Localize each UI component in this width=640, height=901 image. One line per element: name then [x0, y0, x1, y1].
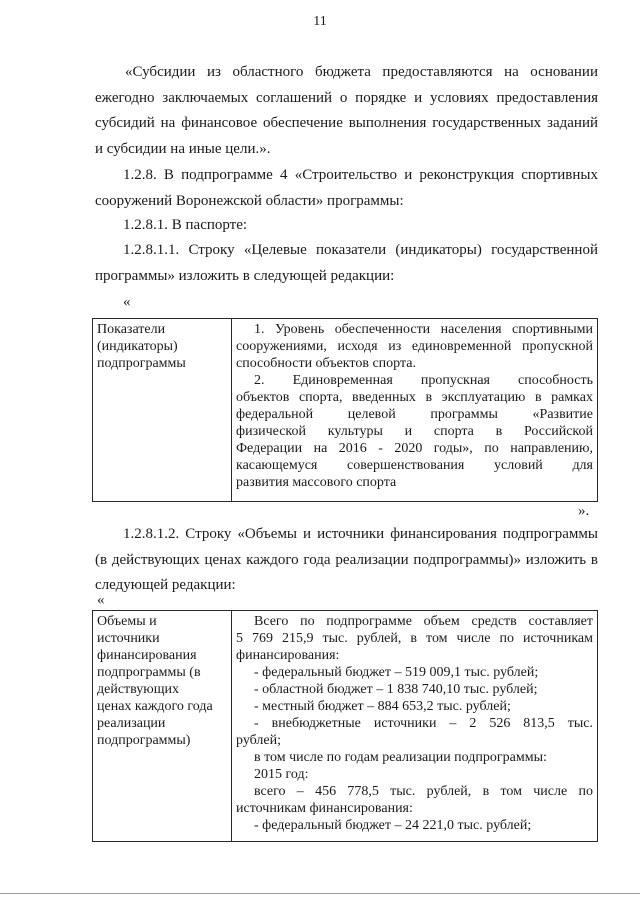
financing-table	[92, 610, 598, 842]
text-line: финансирования:	[236, 648, 340, 663]
subsidy-paragraph	[95, 60, 598, 162]
section-1-2-8-1-1	[95, 238, 598, 289]
text-line: ценах каждого года	[97, 699, 213, 714]
text-line: касающемуся совершенствования условий для	[236, 458, 593, 473]
text-line: сооружениями, исходя из единовременной пропускной	[236, 339, 593, 354]
text-line: и субсидии на иные цели.».	[95, 140, 271, 157]
text-line: всего – 456 778,5 тыс. рублей, в том числе по	[254, 784, 593, 799]
table-value-cell	[232, 319, 598, 502]
section-1-2-8-1	[123, 213, 247, 239]
page-number: 11	[313, 14, 327, 29]
text-line: федеральной целевой программы «Развитие	[236, 407, 593, 422]
text-line: 1. Уровень обеспеченности населения спортивными	[254, 322, 593, 337]
text-line: способности объектов спорта.	[236, 356, 416, 371]
text-line: подпрограммы)	[97, 733, 191, 748]
text-line: программы» изложить в следующей редакции:	[95, 267, 395, 284]
text-line: (индикаторы)	[97, 339, 178, 354]
text-line: субсидий на финансовое обеспечение выполнения государственных заданий	[95, 115, 598, 131]
text-line: - федеральный бюджет – 24 221,0 тыс. рублей;	[254, 818, 532, 833]
text-line: (в действующих ценах каждого года реализации подпрограммы)» изложить в	[95, 551, 598, 568]
table-value-cell	[232, 611, 598, 842]
text-line: 2. Единовременная пропускная способность	[254, 373, 593, 388]
text-line: действующих	[97, 682, 180, 697]
text-line: следующей редакции:	[95, 577, 236, 593]
text-line: 1.2.8.1. В паспорте:	[123, 217, 248, 233]
open-quote-2: «	[97, 592, 105, 608]
text-line: 2015 год:	[254, 767, 309, 782]
section-1-2-8	[95, 163, 598, 214]
text-line: источникам финансирования:	[236, 801, 413, 816]
text-line: Показатели	[97, 322, 166, 337]
text-line: - местный бюджет – 884 653,2 тыс. рублей;	[254, 699, 511, 714]
text-line: финансирования	[97, 648, 197, 663]
text-line: - федеральный бюджет – 519 009,1 тыс. рублей;	[254, 665, 539, 680]
text-line: - областной бюджет – 1 838 740,10 тыс. рублей;	[254, 682, 538, 697]
text-line: Объемы и	[97, 614, 157, 629]
text-line: сооружений Воронежской области» программы:	[95, 192, 404, 209]
text-line: реализации	[97, 716, 166, 731]
text-line: 1.2.8. В подпрограмме 4 «Строительство и реконструкция спортивных	[123, 167, 598, 183]
text-line: рублей;	[236, 733, 281, 748]
text-line: подпрограммы	[97, 356, 186, 371]
text-line: ежегодно заключаемых соглашений о порядке и условиях предоставления	[95, 89, 598, 106]
text-line: 1.2.8.1.2. Строку «Объемы и источники финансирования подпрограммы	[123, 526, 598, 542]
close-quote-1: ».	[578, 503, 590, 519]
text-line: в том числе по годам реализации подпрограммы:	[254, 750, 547, 765]
table-label-cell	[93, 611, 232, 842]
text-line: «Субсидии из областного бюджета предоставляются на основании	[125, 64, 598, 80]
open-quote-1: «	[123, 294, 131, 310]
text-line: подпрограммы (в	[97, 665, 201, 680]
text-line: объектов спорта, введенных в эксплуатацию в рамках	[236, 390, 593, 405]
table-row	[93, 319, 598, 502]
text-line: 5 769 215,9 тыс. рублей, в том числе по источникам	[236, 631, 593, 646]
indicators-table	[92, 318, 598, 502]
text-line: Всего по подпрограмме объем средств составляет	[254, 614, 593, 629]
table-row	[93, 611, 598, 842]
text-line: развития массового спорта	[236, 475, 397, 490]
scan-edge-line	[0, 893, 640, 894]
text-line: физической культуры и спорта в Российской	[236, 424, 593, 439]
section-1-2-8-1-2	[95, 522, 598, 599]
table-label-cell	[93, 319, 232, 502]
text-line: Федерации на 2016 - 2020 годы», по направлению,	[236, 441, 593, 456]
text-line: 1.2.8.1.1. Строку «Целевые показатели (индикаторы) государственной	[123, 242, 598, 258]
text-line: - внебюджетные источники – 2 526 813,5 тыс.	[254, 716, 593, 731]
text-line: источники	[97, 631, 160, 646]
